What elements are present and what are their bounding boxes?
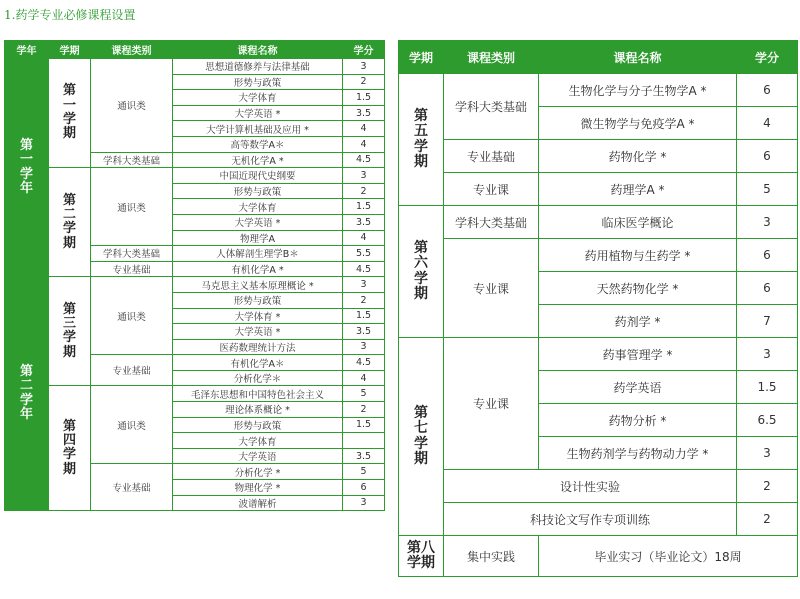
table-row [399, 239, 798, 272]
header-course-name: 课程名称 [539, 41, 737, 74]
course-credit: 5.5 [343, 246, 385, 262]
course-name: 大学英语 [173, 448, 343, 464]
year-2-cell: 第二学年 [5, 277, 49, 511]
header-semester: 学期 [399, 41, 444, 74]
header-semester: 学期 [49, 41, 91, 59]
table-row [399, 470, 798, 503]
page-title: 1.药学专业必修课程设置 [4, 8, 136, 22]
course-name: 毕业实习（毕业论文）18周 [539, 536, 798, 577]
course-name: 分析化学＊ [173, 370, 343, 386]
course-credit: 3 [343, 59, 385, 75]
table-row [399, 338, 798, 371]
course-credit: 3 [343, 339, 385, 355]
course-name: 药事管理学 * [539, 338, 737, 371]
category-cell: 通识类 [91, 168, 173, 246]
table-row [5, 59, 385, 75]
category-cell: 专业课 [444, 338, 539, 470]
table-row [399, 74, 798, 107]
course-name: 人体解剖生理学B＊ [173, 246, 343, 262]
course-credit: 3 [343, 277, 385, 293]
course-name: 药理学A * [539, 173, 737, 206]
table-row [399, 173, 798, 206]
category-cell: 通识类 [91, 277, 173, 355]
semester-2-cell: 第二学期 [49, 168, 91, 277]
course-credit: 6 [343, 480, 385, 496]
course-credit: 3 [737, 437, 798, 470]
course-name: 大学英语 * [173, 214, 343, 230]
table-row [399, 536, 798, 577]
course-name: 形势与政策 [173, 292, 343, 308]
curriculum-table-semesters-5-8 [398, 40, 798, 577]
course-name: 中国近现代史纲要 [173, 168, 343, 184]
course-name: 临床医学概论 [539, 206, 737, 239]
category-cell: 学科大类基础 [444, 74, 539, 140]
course-credit: 7 [737, 305, 798, 338]
category-cell: 专业基础 [91, 355, 173, 386]
course-name: 无机化学A * [173, 152, 343, 168]
course-name: 大学体育 [173, 199, 343, 215]
course-name: 毛泽东思想和中国特色社会主义 [173, 386, 343, 402]
course-credit: 3 [343, 168, 385, 184]
table-row [5, 277, 385, 293]
course-name: 生物药剂学与药物动力学 * [539, 437, 737, 470]
course-name: 理论体系概论 * [173, 402, 343, 418]
table-row [399, 140, 798, 173]
category-cell: 学科大类基础 [444, 206, 539, 239]
course-credit: 6.5 [737, 404, 798, 437]
course-name: 大学英语 * [173, 105, 343, 121]
header-course-name: 课程名称 [173, 41, 343, 59]
course-name: 天然药物化学 * [539, 272, 737, 305]
course-credit: 4.5 [343, 152, 385, 168]
course-name: 物理学A [173, 230, 343, 246]
course-credit: 6 [737, 239, 798, 272]
course-credit: 3.5 [343, 105, 385, 121]
course-name: 药物分析 * [539, 404, 737, 437]
course-name: 医药数理统计方法 [173, 339, 343, 355]
course-credit: 4 [343, 136, 385, 152]
semester-1-cell: 第一学期 [49, 59, 91, 168]
course-credit: 1.5 [343, 308, 385, 324]
course-name: 科技论文写作专项训练 [444, 503, 737, 536]
course-name: 大学体育 [173, 90, 343, 106]
course-credit: 1.5 [737, 371, 798, 404]
course-credit [343, 433, 385, 449]
category-cell: 专业基础 [444, 140, 539, 173]
course-credit: 4 [343, 370, 385, 386]
category-cell: 通识类 [91, 59, 173, 153]
course-credit: 6 [737, 140, 798, 173]
course-credit: 2 [737, 503, 798, 536]
course-name: 大学体育 * [173, 308, 343, 324]
course-name: 药物化学 * [539, 140, 737, 173]
course-name: 形势与政策 [173, 183, 343, 199]
course-name: 高等数学A＊ [173, 136, 343, 152]
year-1-cell: 第一学年 [5, 59, 49, 277]
semester-3-cell: 第三学期 [49, 277, 91, 386]
course-credit: 3.5 [343, 214, 385, 230]
semester-7-cell: 第七学期 [399, 338, 444, 536]
course-credit: 6 [737, 74, 798, 107]
category-cell: 集中实践 [444, 536, 539, 577]
course-credit: 1.5 [343, 90, 385, 106]
semester-8-cell: 第八学期 [399, 536, 444, 577]
course-credit: 1.5 [343, 199, 385, 215]
course-name: 大学英语 * [173, 324, 343, 340]
header-category: 课程类别 [444, 41, 539, 74]
course-credit: 4.5 [343, 355, 385, 371]
course-credit: 2 [343, 74, 385, 90]
table-row [399, 206, 798, 239]
course-credit: 2 [343, 292, 385, 308]
course-credit: 3 [737, 338, 798, 371]
course-credit: 5 [343, 464, 385, 480]
course-credit: 5 [737, 173, 798, 206]
header-credit: 学分 [343, 41, 385, 59]
course-credit: 3.5 [343, 324, 385, 340]
table-header-row [5, 41, 385, 59]
course-credit: 2 [343, 402, 385, 418]
course-name: 形势与政策 [173, 417, 343, 433]
category-cell: 专业基础 [91, 261, 173, 277]
course-credit: 1.5 [343, 417, 385, 433]
course-name: 物理化学 * [173, 480, 343, 496]
course-credit: 3 [737, 206, 798, 239]
course-credit: 6 [737, 272, 798, 305]
course-credit: 2 [343, 183, 385, 199]
course-name: 有机化学A＊ [173, 355, 343, 371]
course-credit: 4 [737, 107, 798, 140]
course-credit: 2 [737, 470, 798, 503]
course-name: 马克思主义基本原理概论 * [173, 277, 343, 293]
course-name: 设计性实验 [444, 470, 737, 503]
semester-5-cell: 第五学期 [399, 74, 444, 206]
header-year: 学年 [5, 41, 49, 59]
table-header-row [399, 41, 798, 74]
course-name: 药剂学 * [539, 305, 737, 338]
course-credit: 4 [343, 230, 385, 246]
course-name: 药用植物与生药学 * [539, 239, 737, 272]
table-row [5, 386, 385, 402]
course-name: 大学计算机基础及应用 * [173, 121, 343, 137]
category-cell: 学科大类基础 [91, 246, 173, 262]
course-credit: 4 [343, 121, 385, 137]
semester-4-cell: 第四学期 [49, 386, 91, 511]
course-credit: 3 [343, 495, 385, 511]
course-name: 药学英语 [539, 371, 737, 404]
semester-6-cell: 第六学期 [399, 206, 444, 338]
table-row [399, 503, 798, 536]
course-name: 有机化学A * [173, 261, 343, 277]
course-name: 思想道德修养与法律基础 [173, 59, 343, 75]
course-credit: 4.5 [343, 261, 385, 277]
course-credit: 5 [343, 386, 385, 402]
category-cell: 通识类 [91, 386, 173, 464]
course-name: 大学体育 [173, 433, 343, 449]
course-name: 分析化学 * [173, 464, 343, 480]
course-name: 微生物学与免疫学A * [539, 107, 737, 140]
course-credit: 3.5 [343, 448, 385, 464]
category-cell: 专业基础 [91, 464, 173, 511]
category-cell: 专业课 [444, 239, 539, 338]
category-cell: 专业课 [444, 173, 539, 206]
course-name: 形势与政策 [173, 74, 343, 90]
course-name: 生物化学与分子生物学A * [539, 74, 737, 107]
course-name: 波谱解析 [173, 495, 343, 511]
curriculum-table-years-1-2 [4, 40, 385, 511]
category-cell: 学科大类基础 [91, 152, 173, 168]
table-row [5, 168, 385, 184]
header-category: 课程类别 [91, 41, 173, 59]
header-credit: 学分 [737, 41, 798, 74]
